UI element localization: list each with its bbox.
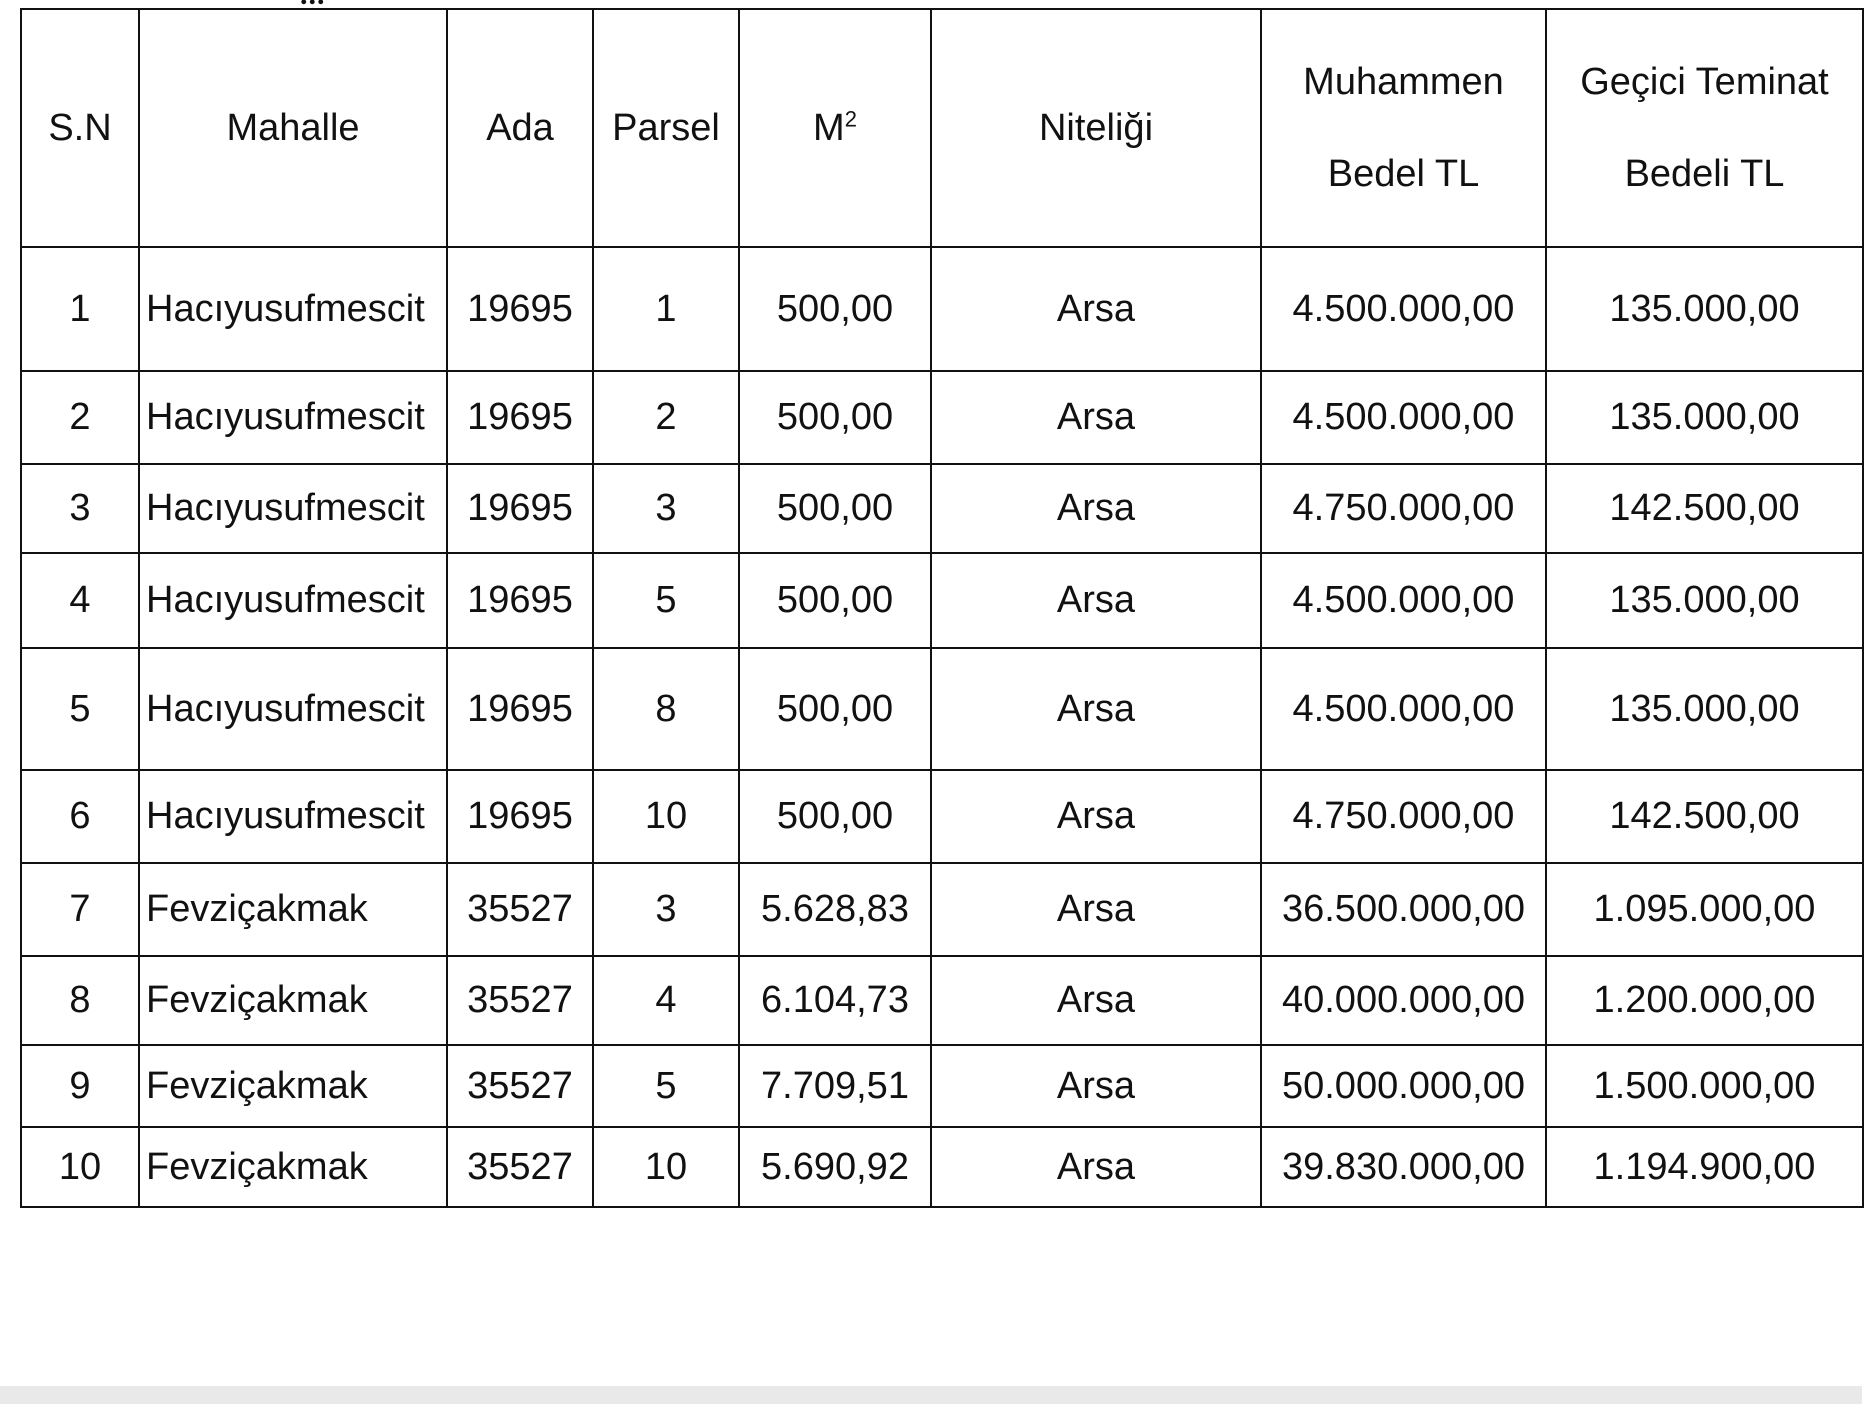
header-row (21, 9, 1863, 247)
header-niteligi: Niteliği (931, 9, 1261, 247)
cell-teminat: 1.200.000,00 (1546, 956, 1863, 1045)
cell-muhammen: 4.500.000,00 (1261, 553, 1546, 648)
cell-teminat: 1.194.900,00 (1546, 1127, 1863, 1207)
cell-ada: 19695 (447, 770, 593, 863)
header-m2-superscript: 2 (844, 106, 857, 132)
cell-parsel: 10 (593, 1127, 739, 1207)
cell-ada: 19695 (447, 464, 593, 553)
header-m2-base: M (813, 107, 845, 149)
cell-muhammen: 39.830.000,00 (1261, 1127, 1546, 1207)
cell-sn: 7 (21, 863, 139, 956)
table-row (21, 464, 1863, 553)
table-row (21, 648, 1863, 770)
cell-parsel: 3 (593, 464, 739, 553)
cell-niteligi: Arsa (931, 1045, 1261, 1127)
cell-muhammen: 50.000.000,00 (1261, 1045, 1546, 1127)
cell-teminat: 135.000,00 (1546, 648, 1863, 770)
cell-niteligi: Arsa (931, 863, 1261, 956)
cell-mahalle: Fevziçakmak (139, 863, 447, 956)
cell-niteligi: Arsa (931, 553, 1261, 648)
cell-parsel: 5 (593, 1045, 739, 1127)
cell-ada: 35527 (447, 1045, 593, 1127)
table-row (21, 956, 1863, 1045)
table-row (21, 770, 1863, 863)
cell-ada: 19695 (447, 553, 593, 648)
table-row (21, 863, 1863, 956)
cell-parsel: 8 (593, 648, 739, 770)
table-row (21, 247, 1863, 371)
cell-parsel: 2 (593, 371, 739, 464)
header-parsel: Parsel (593, 9, 739, 247)
header-gecici-teminat (1546, 9, 1863, 247)
cell-teminat: 135.000,00 (1546, 247, 1863, 371)
cell-m2: 500,00 (739, 770, 931, 863)
cell-mahalle: Hacıyusufmescit (139, 648, 447, 770)
cell-parsel: 4 (593, 956, 739, 1045)
cell-ada: 19695 (447, 247, 593, 371)
header-mahalle: Mahalle (139, 9, 447, 247)
cell-muhammen: 4.500.000,00 (1261, 371, 1546, 464)
cell-m2: 500,00 (739, 371, 931, 464)
cell-niteligi: Arsa (931, 371, 1261, 464)
header-muhammen-line2: Bedel TL (1327, 153, 1480, 195)
table-row (21, 1045, 1863, 1127)
cell-ada: 19695 (447, 371, 593, 464)
header-muhammen-line1: Muhammen (1303, 61, 1504, 103)
cell-ada: 19695 (447, 648, 593, 770)
cell-m2: 5.690,92 (739, 1127, 931, 1207)
cell-m2: 500,00 (739, 553, 931, 648)
cell-ada: 35527 (447, 863, 593, 956)
cell-mahalle: Hacıyusufmescit (139, 553, 447, 648)
cell-sn: 4 (21, 553, 139, 648)
cell-teminat: 135.000,00 (1546, 371, 1863, 464)
cell-ada: 35527 (447, 956, 593, 1045)
table-row (21, 1127, 1863, 1207)
cell-sn: 5 (21, 648, 139, 770)
cell-mahalle: Hacıyusufmescit (139, 247, 447, 371)
cell-teminat: 1.095.000,00 (1546, 863, 1863, 956)
cell-muhammen: 36.500.000,00 (1261, 863, 1546, 956)
bottom-edge-strip (0, 1386, 1862, 1404)
cell-mahalle: Hacıyusufmescit (139, 464, 447, 553)
cell-mahalle: Hacıyusufmescit (139, 371, 447, 464)
cell-teminat: 1.500.000,00 (1546, 1045, 1863, 1127)
cell-mahalle: Fevziçakmak (139, 1127, 447, 1207)
cell-muhammen: 4.500.000,00 (1261, 648, 1546, 770)
parcel-auction-table (20, 8, 1864, 1208)
cell-m2: 6.104,73 (739, 956, 931, 1045)
cell-niteligi: Arsa (931, 956, 1261, 1045)
cell-sn: 8 (21, 956, 139, 1045)
cell-parsel: 1 (593, 247, 739, 371)
header-teminat-line2: Bedeli TL (1624, 153, 1785, 195)
cell-muhammen: 4.750.000,00 (1261, 770, 1546, 863)
cell-mahalle: Hacıyusufmescit (139, 770, 447, 863)
cell-muhammen: 4.500.000,00 (1261, 247, 1546, 371)
cell-parsel: 5 (593, 553, 739, 648)
cell-sn: 9 (21, 1045, 139, 1127)
cell-m2: 5.628,83 (739, 863, 931, 956)
cell-muhammen: 40.000.000,00 (1261, 956, 1546, 1045)
cell-niteligi: Arsa (931, 1127, 1261, 1207)
cell-teminat: 142.500,00 (1546, 464, 1863, 553)
cell-m2: 500,00 (739, 648, 931, 770)
header-sn: S.N (21, 9, 139, 247)
cell-sn: 3 (21, 464, 139, 553)
cell-mahalle: Fevziçakmak (139, 1045, 447, 1127)
cell-niteligi: Arsa (931, 464, 1261, 553)
cell-muhammen: 4.750.000,00 (1261, 464, 1546, 553)
cell-sn: 1 (21, 247, 139, 371)
cell-niteligi: Arsa (931, 247, 1261, 371)
header-teminat-line1: Geçici Teminat (1580, 61, 1829, 103)
cell-niteligi: Arsa (931, 770, 1261, 863)
cell-parsel: 10 (593, 770, 739, 863)
cell-m2: 500,00 (739, 247, 931, 371)
cell-parsel: 3 (593, 863, 739, 956)
cell-sn: 2 (21, 371, 139, 464)
cell-sn: 10 (21, 1127, 139, 1207)
cell-niteligi: Arsa (931, 648, 1261, 770)
header-m2 (739, 9, 931, 247)
header-muhammen-bedel (1261, 9, 1546, 247)
cell-mahalle: Fevziçakmak (139, 956, 447, 1045)
table-row (21, 553, 1863, 648)
header-ada: Ada (447, 9, 593, 247)
cell-sn: 6 (21, 770, 139, 863)
cell-teminat: 135.000,00 (1546, 553, 1863, 648)
table-row (21, 371, 1863, 464)
cell-m2: 7.709,51 (739, 1045, 931, 1127)
cell-teminat: 142.500,00 (1546, 770, 1863, 863)
cell-ada: 35527 (447, 1127, 593, 1207)
cell-m2: 500,00 (739, 464, 931, 553)
